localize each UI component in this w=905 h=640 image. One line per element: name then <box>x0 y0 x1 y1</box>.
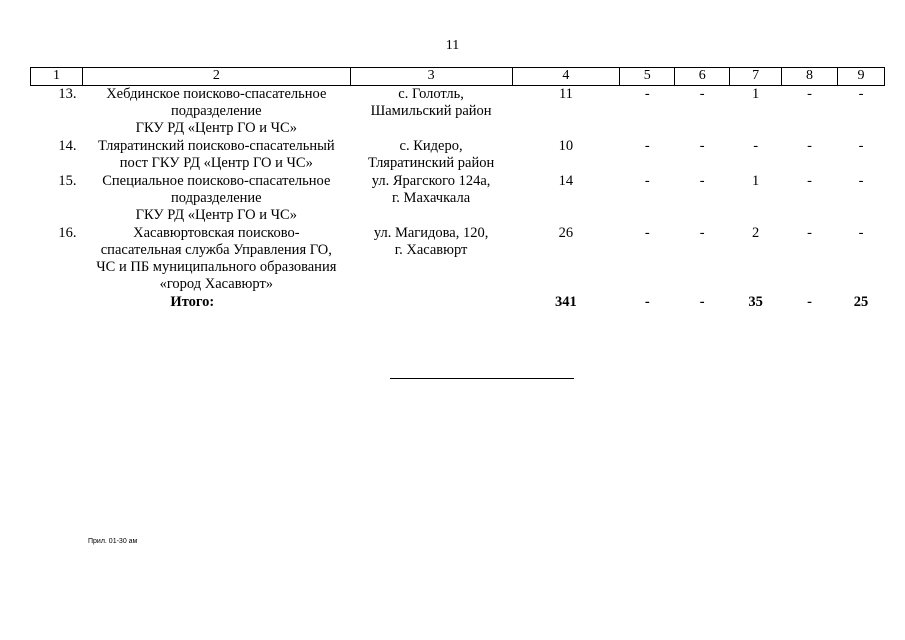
summary-table <box>30 67 885 311</box>
cell-col8: - <box>807 138 812 154</box>
cell-col7: 2 <box>751 225 760 241</box>
table-row <box>31 173 885 225</box>
unit-name-line: подразделение <box>171 103 262 119</box>
unit-address <box>350 225 512 294</box>
cell-col9: - <box>858 173 864 189</box>
cell-col5: - <box>644 138 650 154</box>
footnote: Прил. 01-30 ам <box>88 538 138 545</box>
unit-name-line: спасательная служба Управления ГО, <box>100 242 332 258</box>
total-col8: - <box>807 294 812 310</box>
unit-name-line: ЧС и ПБ муниципального образования <box>96 259 337 275</box>
cell-col7: 1 <box>751 86 760 102</box>
cell-col9: - <box>858 86 864 102</box>
cell-col9: - <box>858 138 864 154</box>
total-col4: 341 <box>555 294 577 310</box>
row-number: 13. <box>58 86 77 102</box>
unit-name <box>82 138 350 173</box>
cell-col8: - <box>807 173 812 189</box>
total-col5: - <box>644 294 650 310</box>
cell-col6: - <box>699 86 705 102</box>
table-header-row <box>31 68 885 86</box>
cell-col5: - <box>644 225 650 241</box>
address-line: с. Голотль, <box>398 86 464 102</box>
cell-col4: 10 <box>558 138 574 154</box>
row-number: 14. <box>58 138 77 154</box>
address-line: Тляратинский район <box>367 155 495 171</box>
column-header: 3 <box>350 68 512 86</box>
unit-address <box>350 173 512 225</box>
table-row <box>31 225 885 294</box>
total-label: Итого: <box>170 294 215 310</box>
column-header: 1 <box>31 68 83 86</box>
address-line: ул. Ярагского 124а, <box>371 173 491 189</box>
unit-name <box>82 86 350 139</box>
total-col6: - <box>699 294 705 310</box>
cell-col9: - <box>858 225 864 241</box>
cell-col8: - <box>807 225 812 241</box>
column-header: 4 <box>512 68 620 86</box>
column-header: 8 <box>782 68 838 86</box>
address-line: г. Хасавюрт <box>394 242 468 258</box>
unit-name-line: Тляратинский поисково-спасательный <box>98 138 335 154</box>
total-col7: 35 <box>748 294 763 310</box>
cell-col6: - <box>699 173 705 189</box>
column-header: 2 <box>82 68 350 86</box>
address-line: г. Махачкала <box>392 190 471 206</box>
address-line: ул. Магидова, 120, <box>373 225 489 241</box>
table-row <box>31 138 885 173</box>
column-header: 7 <box>730 68 782 86</box>
column-header: 9 <box>837 68 884 86</box>
unit-name <box>82 173 350 225</box>
cell-col7: 1 <box>751 173 760 189</box>
unit-name-line: Хасавюртовская поисково- <box>133 225 300 241</box>
column-header: 5 <box>620 68 675 86</box>
unit-name-line: Специальное поисково-спасательное <box>102 173 331 189</box>
unit-name-line: «город Хасавюрт» <box>159 276 274 292</box>
cell-col4: 11 <box>558 86 573 102</box>
cell-col6: - <box>699 225 705 241</box>
cell-col6: - <box>699 138 705 154</box>
unit-name <box>82 225 350 294</box>
unit-name-line: ГКУ РД «Центр ГО и ЧС» <box>135 120 297 136</box>
unit-name-line: подразделение <box>171 190 262 206</box>
cell-col7: - <box>753 138 759 154</box>
cell-col8: - <box>807 86 812 102</box>
total-row <box>31 294 885 311</box>
cell-col5: - <box>644 173 650 189</box>
row-number: 16. <box>58 225 77 241</box>
unit-address <box>350 138 512 173</box>
total-col9: 25 <box>853 294 869 310</box>
page-number: 11 <box>445 38 460 53</box>
table-row <box>31 86 885 139</box>
unit-name-line: пост ГКУ РД «Центр ГО и ЧС» <box>119 155 313 171</box>
cell-col4: 26 <box>558 225 574 241</box>
address-line: Шамильский район <box>370 103 492 119</box>
section-divider <box>390 378 574 379</box>
unit-name-line: Хебдинское поисково-спасательное <box>106 86 327 102</box>
address-line: с. Кидеро, <box>399 138 463 154</box>
cell-col5: - <box>644 86 650 102</box>
unit-address <box>350 86 512 139</box>
row-number: 15. <box>58 173 77 189</box>
column-header: 6 <box>675 68 730 86</box>
cell-col4: 14 <box>558 173 574 189</box>
unit-name-line: ГКУ РД «Центр ГО и ЧС» <box>135 207 297 223</box>
